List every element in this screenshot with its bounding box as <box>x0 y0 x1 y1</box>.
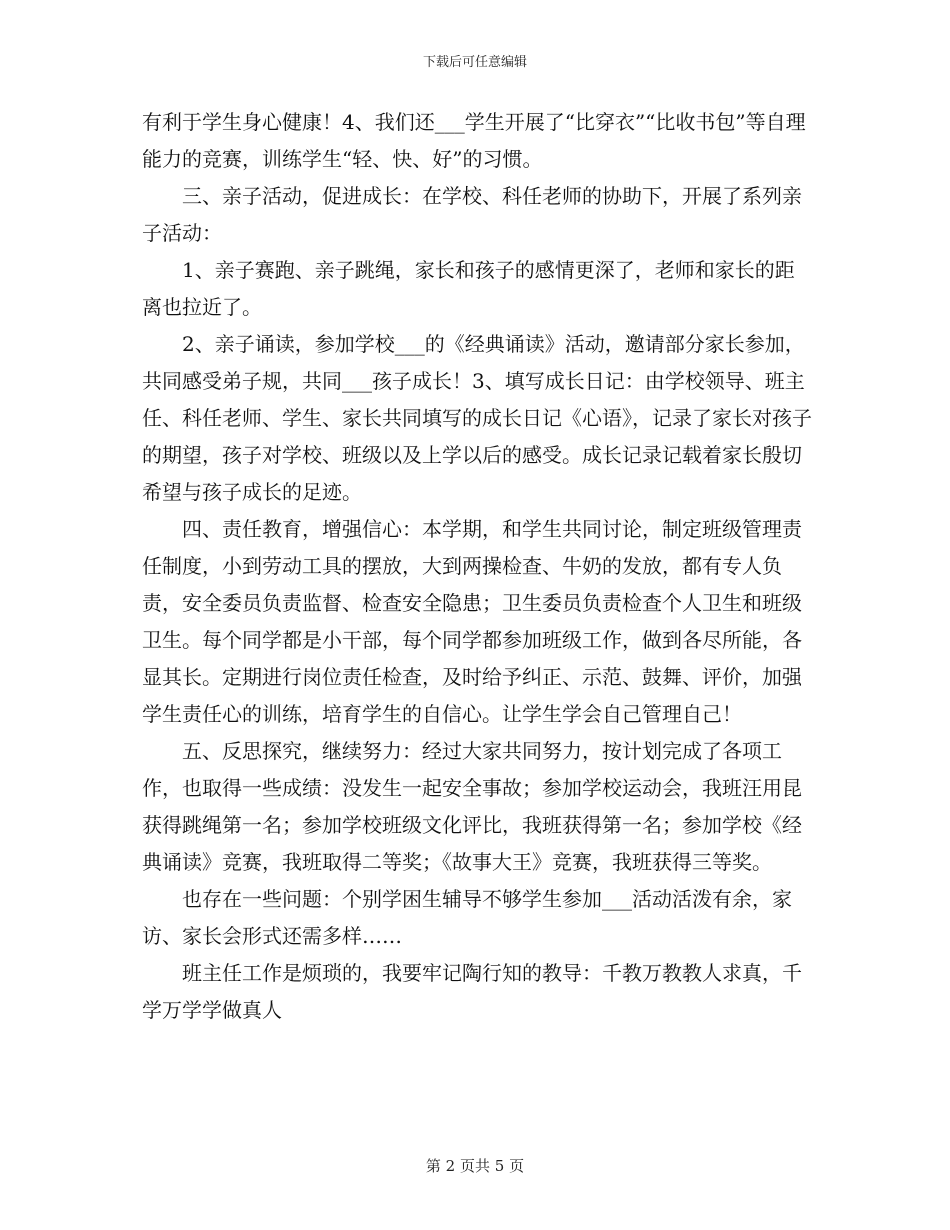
paragraph: 三、亲子活动，促进成长：在学校、科任老师的协助下，开展了系列亲子活动： <box>142 184 802 245</box>
paragraph: 班主任工作是烦琐的，我要牢记陶行知的教导：千教万教教人求真，千学万学学做真人 <box>142 961 802 1022</box>
page-number: 第 2 页共 5 页 <box>425 1157 525 1175</box>
document-body <box>142 104 814 1029</box>
page-header: 下载后可任意编辑 <box>422 55 527 70</box>
paragraph: 五、反思探究，继续努力：经过大家共同努力，按计划完成了各项工作，也取得一些成绩：没发生一起安全事故；参加学校运动会，我班汪用昆获得跳绳第一名；参加学校班级文化评比，我班获得第一名；参加学校《经典诵读》竞赛，我班取得二等奖；《故事大王》竞赛，我班获得三等奖。 <box>142 739 802 874</box>
paragraph: 有利于学生身心健康！4、我们还___学生开展了“比穿衣”“比收书包”等自理能力的竞赛，训练学生“轻、快、好”的习惯。 <box>142 110 806 171</box>
paragraph: 四、责任教育，增强信心：本学期，和学生共同讨论，制定班级管理责任制度，小到劳动工具的摆放，大到两操检查、牛奶的发放，都有专人负责，安全委员负责监督、检查安全隐患；卫生委员负责检查个人卫生和班级卫生。每个同学都是小干部，每个同学都参加班级工作，做到各尽所能，各显其长。定期进行岗位责任检查，及时给予纠正、示范、鼓舞、评价，加强学生责任心的训练，培育学生的自信心。让学生学会自己管理自己！ <box>142 517 802 726</box>
paragraph: 2、亲子诵读，参加学校___的《经典诵读》活动，邀请部分家长参加，共同感受弟子规，共同___孩子成长！3、填写成长日记：由学校领导、班主任、科任老师、学生、家长共同填写的成长日记《心语》，记录了家长对孩子的期望，孩子对学校、班级以及上学以后的感受。成长记录记载着家长殷切希望与孩子成长的足迹。 <box>142 332 812 504</box>
paragraph: 也存在一些问题：个别学困生辅导不够学生参加___活动活泼有余，家访、家长会形式还需多样…… <box>142 887 792 948</box>
paragraph: 1、亲子赛跑、亲子跳绳，家长和孩子的感情更深了，老师和家长的距离也拉近了。 <box>142 258 795 319</box>
